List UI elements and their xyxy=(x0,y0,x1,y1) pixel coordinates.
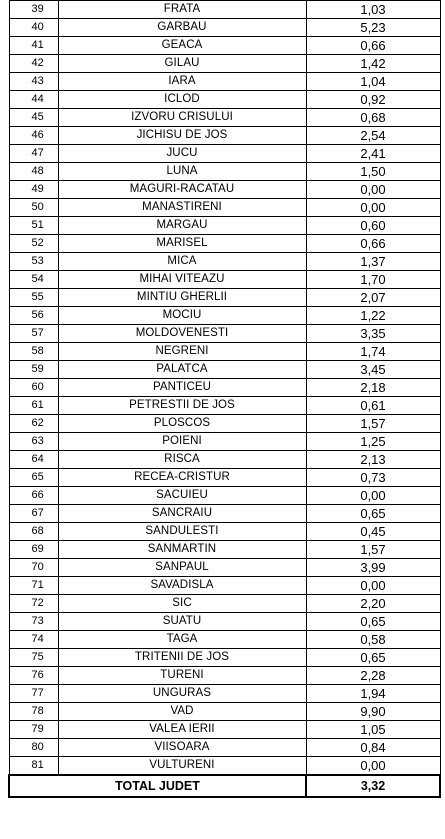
table-body xyxy=(9,1,440,798)
locality-value: 0,65 xyxy=(306,613,440,631)
row-number: 48 xyxy=(9,163,58,181)
locality-name: FRATA xyxy=(58,1,306,19)
table-row xyxy=(9,325,440,343)
locality-name: LUNA xyxy=(58,163,306,181)
locality-name: MIHAI VITEAZU xyxy=(58,271,306,289)
row-number: 53 xyxy=(9,253,58,271)
table-row xyxy=(9,1,440,19)
locality-value: 2,28 xyxy=(306,667,440,685)
locality-name: MINTIU GHERLII xyxy=(58,289,306,307)
locality-value: 1,42 xyxy=(306,55,440,73)
row-number: 66 xyxy=(9,487,58,505)
locality-name: JUCU xyxy=(58,145,306,163)
table-row xyxy=(9,757,440,776)
locality-value: 3,35 xyxy=(306,325,440,343)
row-number: 47 xyxy=(9,145,58,163)
table-row xyxy=(9,505,440,523)
locality-value: 0,65 xyxy=(306,649,440,667)
locality-value: 0,00 xyxy=(306,577,440,595)
table-row xyxy=(9,73,440,91)
locality-value: 9,90 xyxy=(306,703,440,721)
row-number: 65 xyxy=(9,469,58,487)
table-row xyxy=(9,613,440,631)
row-number: 60 xyxy=(9,379,58,397)
locality-name: GILAU xyxy=(58,55,306,73)
row-number: 45 xyxy=(9,109,58,127)
locality-value: 0,00 xyxy=(306,487,440,505)
locality-value: 1,94 xyxy=(306,685,440,703)
locality-name: POIENI xyxy=(58,433,306,451)
row-number: 73 xyxy=(9,613,58,631)
table-row xyxy=(9,721,440,739)
table-row xyxy=(9,145,440,163)
row-number: 56 xyxy=(9,307,58,325)
locality-name: PETRESTII DE JOS xyxy=(58,397,306,415)
row-number: 62 xyxy=(9,415,58,433)
locality-name: JICHISU DE JOS xyxy=(58,127,306,145)
total-row xyxy=(9,775,440,797)
table-row xyxy=(9,469,440,487)
locality-name: VALEA IERII xyxy=(58,721,306,739)
locality-value: 0,00 xyxy=(306,199,440,217)
table-row xyxy=(9,703,440,721)
locality-name: ICLOD xyxy=(58,91,306,109)
total-value: 3,32 xyxy=(306,775,440,797)
row-number: 59 xyxy=(9,361,58,379)
locality-value: 1,05 xyxy=(306,721,440,739)
row-number: 50 xyxy=(9,199,58,217)
locality-value: 1,03 xyxy=(306,1,440,19)
table-row xyxy=(9,199,440,217)
locality-value: 1,50 xyxy=(306,163,440,181)
locality-value: 0,00 xyxy=(306,181,440,199)
locality-value: 0,45 xyxy=(306,523,440,541)
table-row xyxy=(9,685,440,703)
row-number: 44 xyxy=(9,91,58,109)
row-number: 79 xyxy=(9,721,58,739)
row-number: 80 xyxy=(9,739,58,757)
locality-name: GEACA xyxy=(58,37,306,55)
locality-value: 1,57 xyxy=(306,541,440,559)
locality-name: IZVORU CRISULUI xyxy=(58,109,306,127)
locality-value: 2,13 xyxy=(306,451,440,469)
locality-value: 0,60 xyxy=(306,217,440,235)
row-number: 78 xyxy=(9,703,58,721)
row-number: 55 xyxy=(9,289,58,307)
row-number: 76 xyxy=(9,667,58,685)
locality-name: SAVADISLA xyxy=(58,577,306,595)
row-number: 40 xyxy=(9,19,58,37)
locality-name: RISCA xyxy=(58,451,306,469)
locality-name: GARBAU xyxy=(58,19,306,37)
locality-name: TAGA xyxy=(58,631,306,649)
locality-name: SUATU xyxy=(58,613,306,631)
locality-value: 1,74 xyxy=(306,343,440,361)
locality-name: SACUIEU xyxy=(58,487,306,505)
locality-value: 2,54 xyxy=(306,127,440,145)
table-row xyxy=(9,253,440,271)
locality-value: 0,68 xyxy=(306,109,440,127)
table-row xyxy=(9,307,440,325)
locality-value: 1,25 xyxy=(306,433,440,451)
row-number: 70 xyxy=(9,559,58,577)
locality-name: VIISOARA xyxy=(58,739,306,757)
locality-value: 1,04 xyxy=(306,73,440,91)
locality-name: VULTURENI xyxy=(58,757,306,776)
table-row xyxy=(9,739,440,757)
table-row xyxy=(9,235,440,253)
locality-value: 1,57 xyxy=(306,415,440,433)
table-row xyxy=(9,289,440,307)
table-row xyxy=(9,361,440,379)
locality-value: 2,20 xyxy=(306,595,440,613)
table-row xyxy=(9,109,440,127)
table-row xyxy=(9,397,440,415)
table-row xyxy=(9,181,440,199)
locality-name: MANASTIRENI xyxy=(58,199,306,217)
table-row xyxy=(9,559,440,577)
locality-value: 2,18 xyxy=(306,379,440,397)
locality-value: 3,45 xyxy=(306,361,440,379)
table-row xyxy=(9,523,440,541)
table-row xyxy=(9,127,440,145)
table-row xyxy=(9,415,440,433)
row-number: 42 xyxy=(9,55,58,73)
table-row xyxy=(9,631,440,649)
table-row xyxy=(9,433,440,451)
table-row xyxy=(9,541,440,559)
locality-value: 2,07 xyxy=(306,289,440,307)
row-number: 46 xyxy=(9,127,58,145)
locality-value: 0,65 xyxy=(306,505,440,523)
table-row xyxy=(9,55,440,73)
locality-name: PANTICEU xyxy=(58,379,306,397)
table-row xyxy=(9,595,440,613)
locality-name: MICA xyxy=(58,253,306,271)
table-row xyxy=(9,649,440,667)
table-row xyxy=(9,163,440,181)
locality-value: 1,37 xyxy=(306,253,440,271)
locality-value: 1,22 xyxy=(306,307,440,325)
table-row xyxy=(9,271,440,289)
row-number: 41 xyxy=(9,37,58,55)
locality-name: VAD xyxy=(58,703,306,721)
table-row xyxy=(9,91,440,109)
row-number: 72 xyxy=(9,595,58,613)
table-row xyxy=(9,577,440,595)
row-number: 49 xyxy=(9,181,58,199)
locality-name: SANPAUL xyxy=(58,559,306,577)
locality-value: 1,70 xyxy=(306,271,440,289)
row-number: 57 xyxy=(9,325,58,343)
table-row xyxy=(9,667,440,685)
table-row xyxy=(9,379,440,397)
locality-value: 0,00 xyxy=(306,757,440,776)
locality-name: SIC xyxy=(58,595,306,613)
locality-name: SANCRAIU xyxy=(58,505,306,523)
data-table xyxy=(8,0,441,798)
row-number: 52 xyxy=(9,235,58,253)
table-row xyxy=(9,343,440,361)
locality-name: UNGURAS xyxy=(58,685,306,703)
locality-name: MARISEL xyxy=(58,235,306,253)
locality-name: NEGRENI xyxy=(58,343,306,361)
locality-value: 5,23 xyxy=(306,19,440,37)
locality-value: 0,92 xyxy=(306,91,440,109)
locality-value: 0,66 xyxy=(306,37,440,55)
locality-value: 2,41 xyxy=(306,145,440,163)
locality-name: PALATCA xyxy=(58,361,306,379)
row-number: 81 xyxy=(9,757,58,776)
row-number: 71 xyxy=(9,577,58,595)
row-number: 75 xyxy=(9,649,58,667)
locality-value: 0,84 xyxy=(306,739,440,757)
row-number: 58 xyxy=(9,343,58,361)
locality-value: 3,99 xyxy=(306,559,440,577)
row-number: 69 xyxy=(9,541,58,559)
row-number: 77 xyxy=(9,685,58,703)
row-number: 63 xyxy=(9,433,58,451)
locality-value: 0,73 xyxy=(306,469,440,487)
locality-name: MARGAU xyxy=(58,217,306,235)
table-row xyxy=(9,451,440,469)
locality-value: 0,66 xyxy=(306,235,440,253)
locality-name: TURENI xyxy=(58,667,306,685)
row-number: 39 xyxy=(9,1,58,19)
locality-name: RECEA-CRISTUR xyxy=(58,469,306,487)
table-row xyxy=(9,37,440,55)
row-number: 64 xyxy=(9,451,58,469)
table-row xyxy=(9,487,440,505)
row-number: 54 xyxy=(9,271,58,289)
row-number: 74 xyxy=(9,631,58,649)
locality-name: PLOSCOS xyxy=(58,415,306,433)
locality-name: IARA xyxy=(58,73,306,91)
table-row xyxy=(9,19,440,37)
row-number: 61 xyxy=(9,397,58,415)
table-row xyxy=(9,217,440,235)
locality-name: MAGURI-RACATAU xyxy=(58,181,306,199)
locality-name: SANDULESTI xyxy=(58,523,306,541)
locality-name: MOLDOVENESTI xyxy=(58,325,306,343)
locality-value: 0,58 xyxy=(306,631,440,649)
row-number: 43 xyxy=(9,73,58,91)
locality-name: SANMARTIN xyxy=(58,541,306,559)
row-number: 68 xyxy=(9,523,58,541)
locality-value: 0,61 xyxy=(306,397,440,415)
row-number: 67 xyxy=(9,505,58,523)
row-number: 51 xyxy=(9,217,58,235)
locality-name: TRITENII DE JOS xyxy=(58,649,306,667)
total-label: TOTAL JUDET xyxy=(9,775,306,797)
locality-name: MOCIU xyxy=(58,307,306,325)
